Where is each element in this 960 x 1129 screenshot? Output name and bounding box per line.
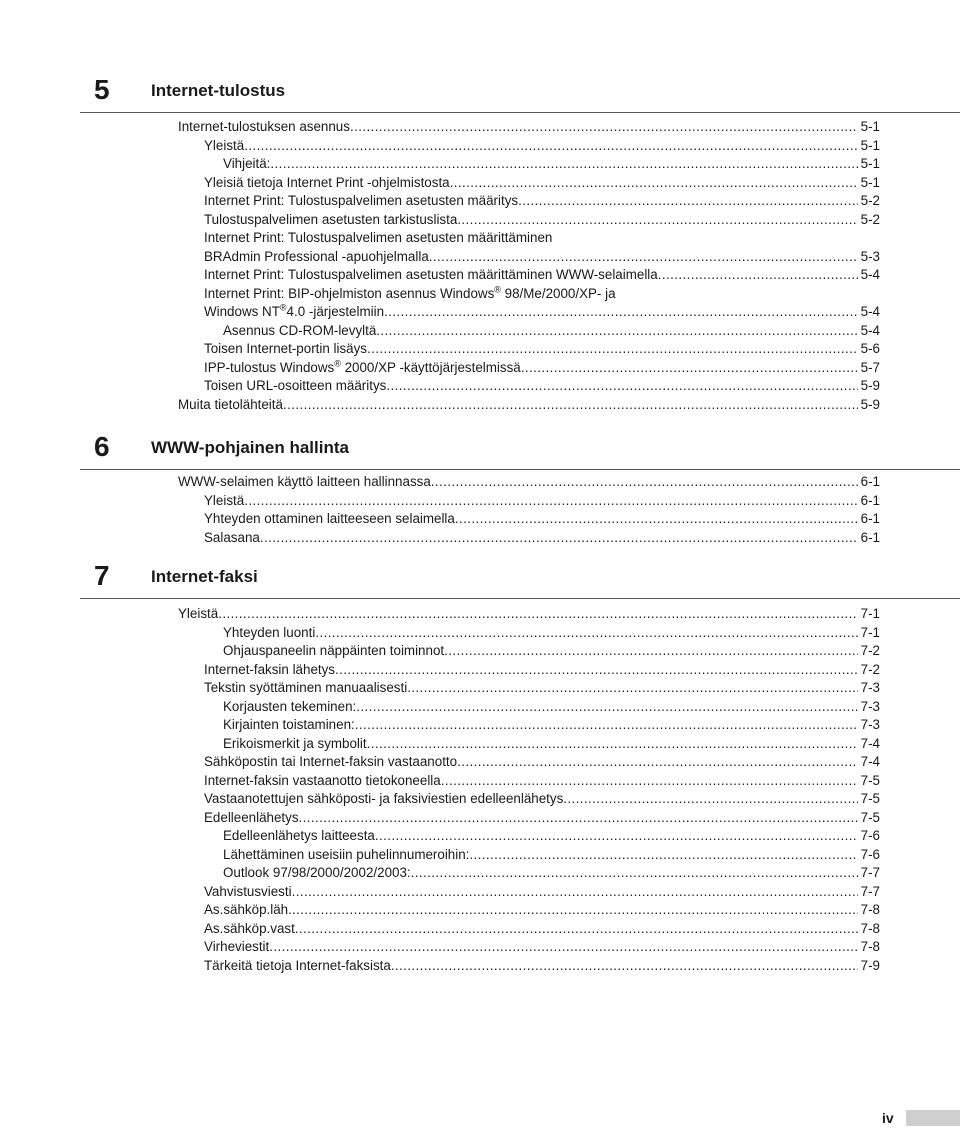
toc-entry[interactable]: Toisen URL-osoitteen määritys ..... 5-9: [204, 376, 880, 395]
toc-entry[interactable]: As.sähköp.vast ..... 7-8: [204, 919, 880, 938]
toc-entry[interactable]: Tulostuspalvelimen asetusten tarkistuslista ..... 5-2: [204, 210, 880, 229]
toc-entry[interactable]: Toisen Internet-portin lisäys ..... 5-6: [204, 339, 880, 358]
toc-entry[interactable]: Yleistä ..... 5-1: [204, 136, 880, 155]
toc-entry[interactable]: Ohjauspaneelin näppäinten toiminnot ..... 7-2: [223, 641, 880, 660]
toc-entry[interactable]: Internet Print: Tulostuspalvelimen asetusten määritys ..... 5-2: [204, 191, 880, 210]
chapter-7: [80, 558, 960, 973]
toc-entry[interactable]: Edelleenlähetys laitteesta ..... 7-6: [223, 826, 880, 845]
chapter-number: 5: [94, 74, 110, 105]
toc-entry[interactable]: Edelleenlähetys ..... 7-5: [204, 808, 880, 827]
toc-entry[interactable]: Yleistä ..... 6-1: [204, 491, 880, 510]
chapter-number: 7: [94, 560, 110, 591]
chapter-heading: [80, 429, 960, 469]
chapter-divider: [80, 598, 960, 599]
toc-entry[interactable]: Asennus CD-ROM-levyltä ..... 5-4: [223, 321, 880, 340]
toc-entry[interactable]: Internet Print: Tulostuspalvelimen asetusten määrittäminen WWW-selaimella ..... 5-4: [204, 265, 880, 284]
chapter-5: [80, 72, 960, 412]
toc-entry[interactable]: Muita tietolähteitä ..... 5-9: [178, 395, 880, 414]
toc-entry-line[interactable]: Internet Print: BIP-ohjelmiston asennus Windows® 98/Me/2000/XP- ja: [204, 284, 616, 301]
toc-entry[interactable]: Yhteyden ottaminen laitteeseen selaimella ..... 6-1: [204, 509, 880, 528]
toc-entry[interactable]: Salasana ..... 6-1: [204, 528, 880, 547]
page-tab-bar: [906, 1110, 960, 1126]
toc-entry[interactable]: Virheviestit ..... 7-8: [204, 937, 880, 956]
page-number: iv: [882, 1110, 894, 1126]
toc-entry[interactable]: Vastaanotettujen sähköposti- ja faksiviestien edelleenlähetys ..... 7-5: [204, 789, 880, 808]
toc-entry[interactable]: Outlook 97/98/2000/2002/2003: ..... 7-7: [223, 863, 880, 882]
chapter-title: Internet-tulostus: [151, 81, 286, 100]
toc-entry[interactable]: Tärkeitä tietoja Internet-faksista ..... 7-9: [204, 956, 880, 975]
toc-entry[interactable]: As.sähköp.läh. ..... 7-8: [204, 900, 880, 919]
toc-entry[interactable]: Sähköpostin tai Internet-faksin vastaanotto ..... 7-4: [204, 752, 880, 771]
toc-entry[interactable]: Vahvistusviesti ..... 7-7: [204, 882, 880, 901]
toc-entry[interactable]: Internet-tulostuksen asennus ..... 5-1: [178, 117, 880, 136]
chapter-heading: [80, 558, 960, 598]
chapter-divider: [80, 112, 960, 113]
registered-mark: ®: [334, 358, 341, 369]
registered-mark: ®: [279, 302, 287, 313]
chapter-divider: [80, 469, 960, 470]
toc-entry[interactable]: Internet-faksin vastaanotto tietokoneella ..... 7-5: [204, 771, 880, 790]
toc-entry[interactable]: Yleistä ..... 7-1: [178, 604, 880, 623]
chapter-title: WWW-pohjainen hallinta: [151, 438, 349, 457]
toc-entry[interactable]: Kirjainten toistaminen: ..... 7-3: [223, 715, 880, 734]
chapter-6: [80, 429, 960, 545]
toc-entry[interactable]: IPP-tulostus Windows® 2000/XP -käyttöjärjestelmissä ..... 5-7: [204, 358, 880, 377]
chapter-number: 6: [94, 431, 110, 462]
toc-entry[interactable]: Internet-faksin lähetys ..... 7-2: [204, 660, 880, 679]
registered-mark: ®: [494, 284, 501, 295]
toc-entry[interactable]: Tekstin syöttäminen manuaalisesti ..... 7-3: [204, 678, 880, 697]
chapter-heading: [80, 72, 960, 112]
toc-entry[interactable]: WWW-selaimen käyttö laitteen hallinnassa ..... 6-1: [178, 472, 880, 491]
chapter-title: Internet-faksi: [151, 567, 258, 586]
toc-entry[interactable]: Korjausten tekeminen: ..... 7-3: [223, 697, 880, 716]
toc-entry[interactable]: Vihjeitä: ..... 5-1: [223, 154, 880, 173]
toc-entry[interactable]: Windows NT®4.0 -järjestelmiin ..... 5-4: [204, 302, 880, 321]
toc-entry[interactable]: Yleisiä tietoja Internet Print -ohjelmistosta ..... 5-1: [204, 173, 880, 192]
toc-entry[interactable]: Erikoismerkit ja symbolit ..... 7-4: [223, 734, 880, 753]
toc-entry[interactable]: BRAdmin Professional -apuohjelmalla ..... 5-3: [204, 247, 880, 266]
toc-entry[interactable]: Yhteyden luonti ..... 7-1: [223, 623, 880, 642]
toc-entry-line[interactable]: Internet Print: Tulostuspalvelimen asetusten määrittäminen: [204, 230, 553, 245]
toc-entry[interactable]: Lähettäminen useisiin puhelinnumeroihin: ..... 7-6: [223, 845, 880, 864]
